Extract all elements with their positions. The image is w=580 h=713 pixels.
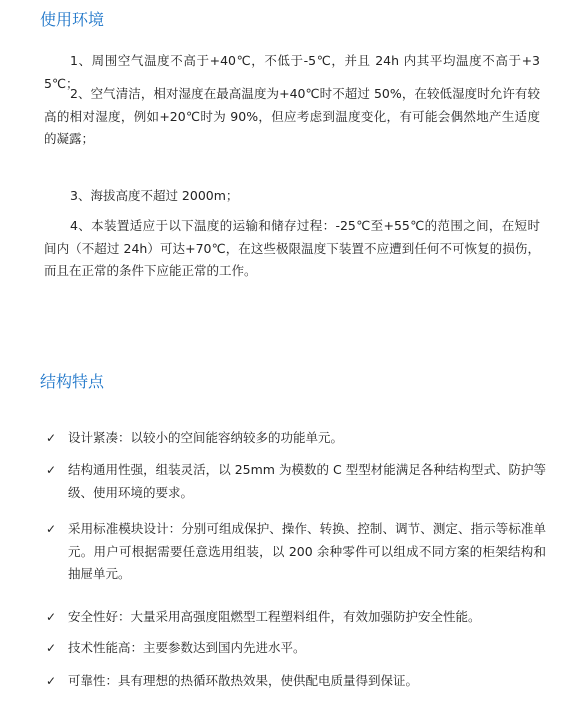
feature-item <box>46 670 546 693</box>
feature-text: 采用标准模块设计：分别可组成保护、操作、转换、控制、调节、测定、指示等标准单元。用户可根据需要任意选用组装，以 200 余种零件可以组成不同方案的柜架结构和抽屉单元。 <box>68 521 546 581</box>
feature-text: 技术性能高：主要参数达到国内先进水平。 <box>68 640 306 655</box>
environment-item-2: 2、空气清洁，相对湿度在最高温度为+40℃时不超过 50%，在较低湿度时允许有较高的相对湿度，例如+20℃时为 90%，但应考虑到温度变化，有可能会偶然地产生适度的凝露； <box>44 86 540 146</box>
checkmark-icon: ✓ <box>46 463 57 477</box>
feature-text: 安全性好：大量采用高强度阻燃型工程塑料组件，有效加强防护安全性能。 <box>68 609 481 624</box>
section-title-environment: 使用环境 <box>40 10 105 29</box>
environment-item-4: 4、本装置适应于以下温度的运输和储存过程：-25℃至+55℃的范围之间，在短时间内（不超过 24h）可达+70℃，在这些极限温度下装置不应遭到任何不可恢复的损伤，而且在正常的条件下应能正常的工作。 <box>44 218 540 278</box>
checkmark-icon: ✓ <box>46 641 57 655</box>
checkmark-icon: ✓ <box>46 674 57 688</box>
feature-item <box>46 637 546 660</box>
feature-item <box>46 459 546 504</box>
feature-item <box>46 606 546 629</box>
feature-text: 设计紧凑：以较小的空间能容纳较多的功能单元。 <box>68 430 344 445</box>
feature-text: 可靠性：具有理想的热循环散热效果，使供配电质量得到保证。 <box>68 673 419 688</box>
feature-text: 结构通用性强，组装灵活，以 25mm 为模数的 C 型型材能满足各种结构型式、防护等级、使用环境的要求。 <box>68 462 546 500</box>
feature-item <box>46 427 546 450</box>
feature-item <box>46 518 546 586</box>
checkmark-icon: ✓ <box>46 610 57 624</box>
environment-item-3: 3、海拔高度不超过 2000m； <box>70 188 239 203</box>
checkmark-icon: ✓ <box>46 522 57 536</box>
checkmark-icon: ✓ <box>46 431 57 445</box>
section-title-structure: 结构特点 <box>40 372 105 391</box>
environment-item-1: 1、周围空气温度不高于+40℃，不低于-5℃，并且 24h 内其平均温度不高于+35℃； <box>44 53 540 91</box>
